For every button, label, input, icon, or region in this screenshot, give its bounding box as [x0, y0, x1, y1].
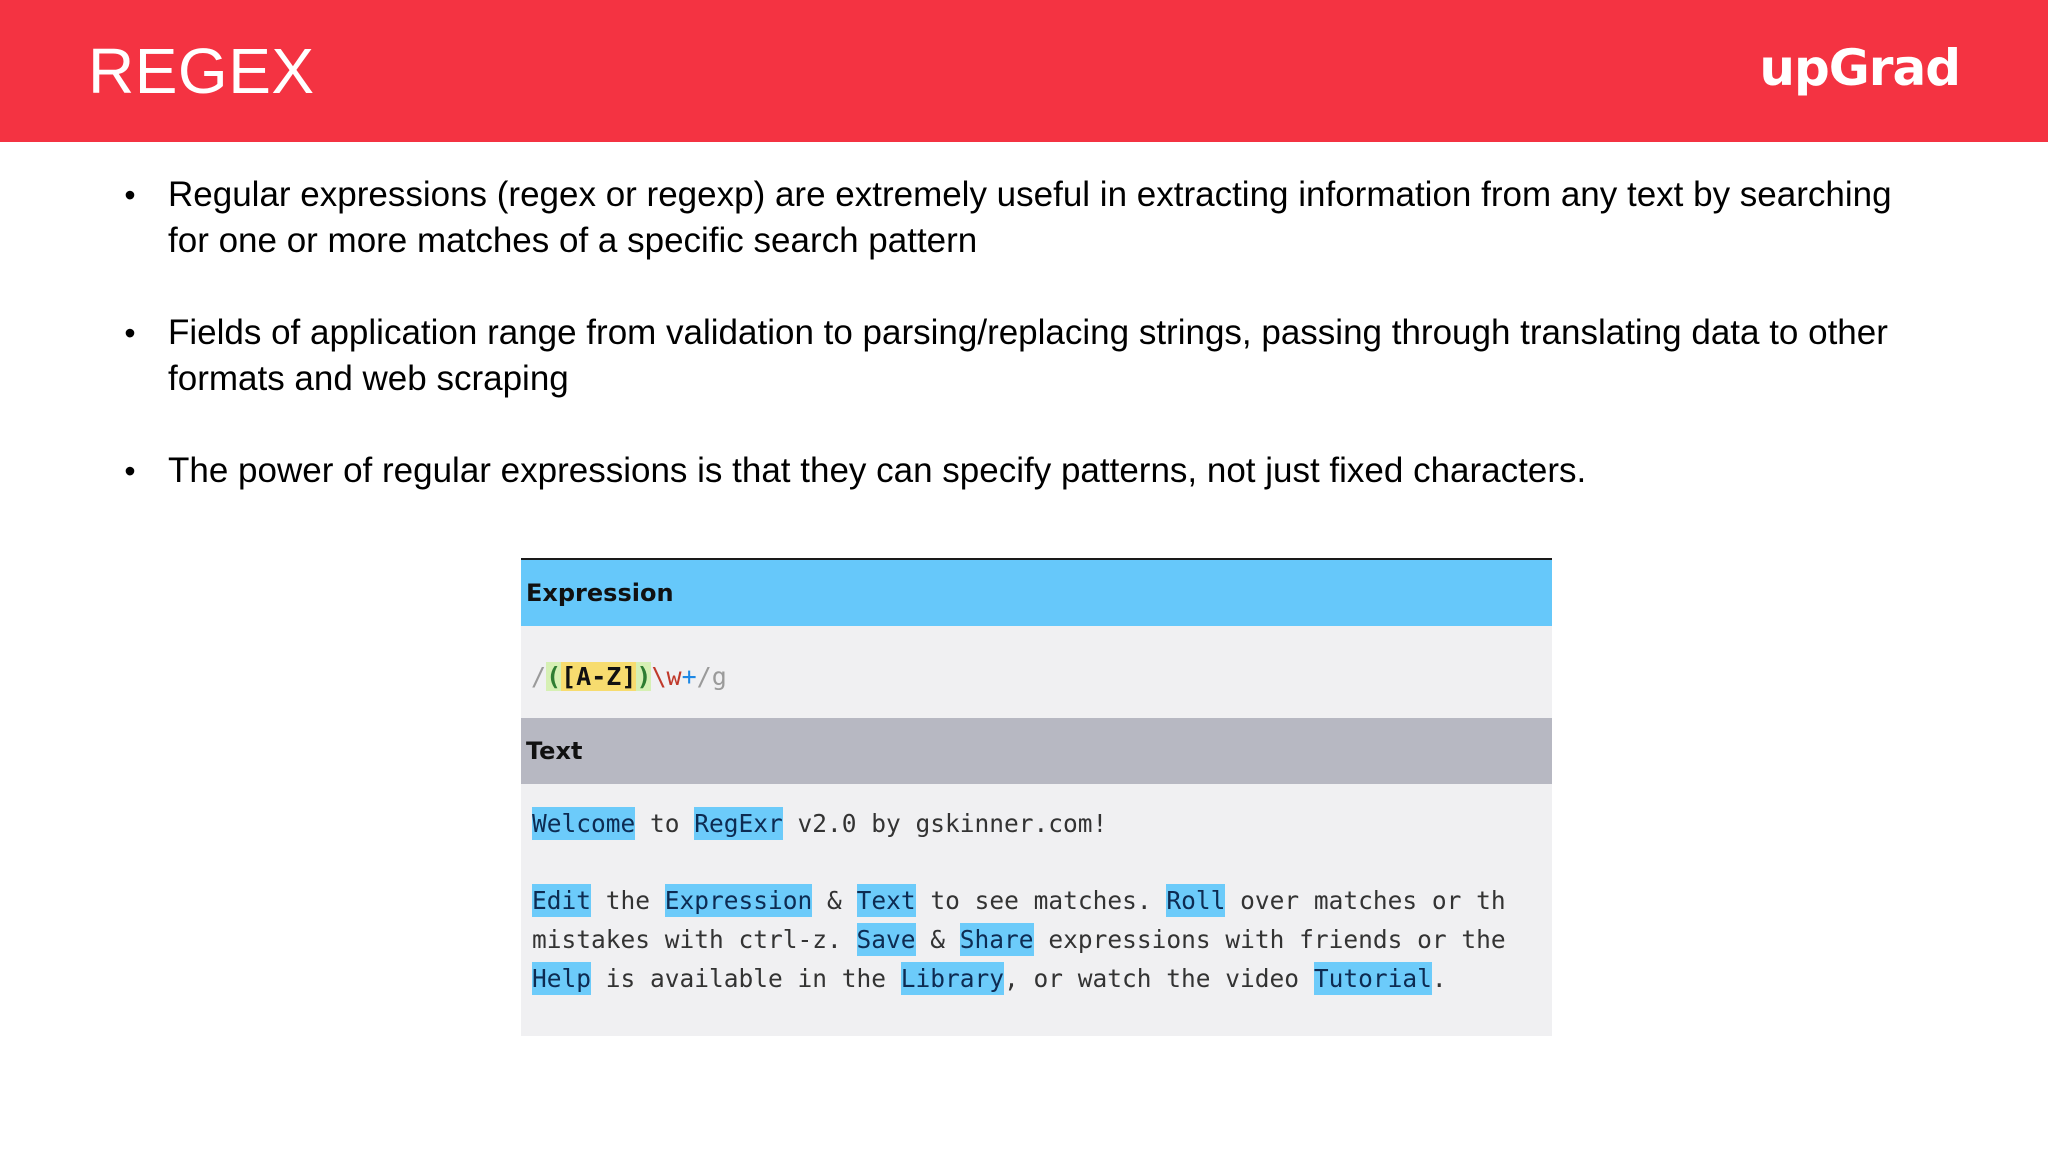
- slide-title: REGEX: [88, 35, 315, 107]
- plain-text: , or watch the video: [1004, 964, 1314, 993]
- test-text-area[interactable]: [532, 804, 1552, 998]
- bullet-text: Regular expressions (regex or regexp) are extremely useful in extracting information from any text by searching for one or more matches of a specific search pattern: [168, 175, 1892, 260]
- match-highlight: Library: [900, 964, 1005, 993]
- plain-text: &: [812, 886, 857, 915]
- match-highlight: Edit: [532, 886, 592, 915]
- text-line: [532, 881, 1552, 920]
- regex-flag: g: [711, 662, 727, 691]
- text-header: Text: [521, 718, 1552, 784]
- match-highlight: Save: [856, 925, 916, 954]
- plain-text: is available in the: [591, 964, 901, 993]
- bullet-text: The power of regular expressions is that they can specify patterns, not just fixed characters.: [168, 451, 1587, 490]
- bullet-text: Fields of application range from validation to parsing/replacing strings, passing through translating data to other formats and web scraping: [168, 313, 1888, 398]
- match-highlight: Help: [532, 964, 592, 993]
- bullet-item: [120, 172, 1920, 264]
- plain-text: .: [1431, 964, 1447, 993]
- bullet-item: [120, 310, 1920, 402]
- expression-header: Expression: [521, 560, 1552, 626]
- regexr-screenshot: [521, 558, 1552, 1036]
- expression-input[interactable]: [531, 660, 727, 694]
- regex-char-set: [A-Z]: [561, 662, 637, 691]
- match-highlight: Text: [856, 886, 916, 915]
- match-highlight: Share: [959, 925, 1034, 954]
- regex-word-escape: \w: [651, 662, 682, 691]
- regex-open-group: (: [546, 662, 562, 691]
- bullet-marker: •: [124, 177, 136, 213]
- plain-text: the: [591, 886, 665, 915]
- regex-open-slash: /: [531, 662, 547, 691]
- plain-text: &: [915, 925, 960, 954]
- line-gap: [532, 843, 1552, 881]
- match-highlight: Roll: [1166, 886, 1226, 915]
- plain-text: expressions with friends or the: [1033, 925, 1506, 954]
- match-highlight: RegExr: [694, 809, 783, 838]
- regex-close-group: ): [636, 662, 652, 691]
- text-line: [532, 920, 1552, 959]
- match-highlight: Tutorial: [1313, 964, 1432, 993]
- plain-text: to see matches.: [915, 886, 1167, 915]
- text-line: [532, 959, 1552, 998]
- text-line: [532, 804, 1552, 843]
- bullet-list: [120, 172, 1920, 540]
- plain-text: v2.0 by gskinner.com!: [782, 809, 1108, 838]
- match-highlight: Welcome: [532, 809, 636, 838]
- bullet-marker: •: [124, 453, 136, 489]
- upgrad-logo: upGrad: [1759, 39, 1960, 97]
- match-highlight: Expression: [664, 886, 813, 915]
- slide-header: [0, 0, 2048, 142]
- plain-text: to: [635, 809, 695, 838]
- regex-close-slash: /: [696, 662, 712, 691]
- plain-text: over matches or th: [1225, 886, 1506, 915]
- plain-text: mistakes with ctrl-z.: [532, 925, 857, 954]
- regex-quantifier: +: [681, 662, 697, 691]
- bullet-marker: •: [124, 315, 136, 351]
- bullet-item: [120, 448, 1920, 494]
